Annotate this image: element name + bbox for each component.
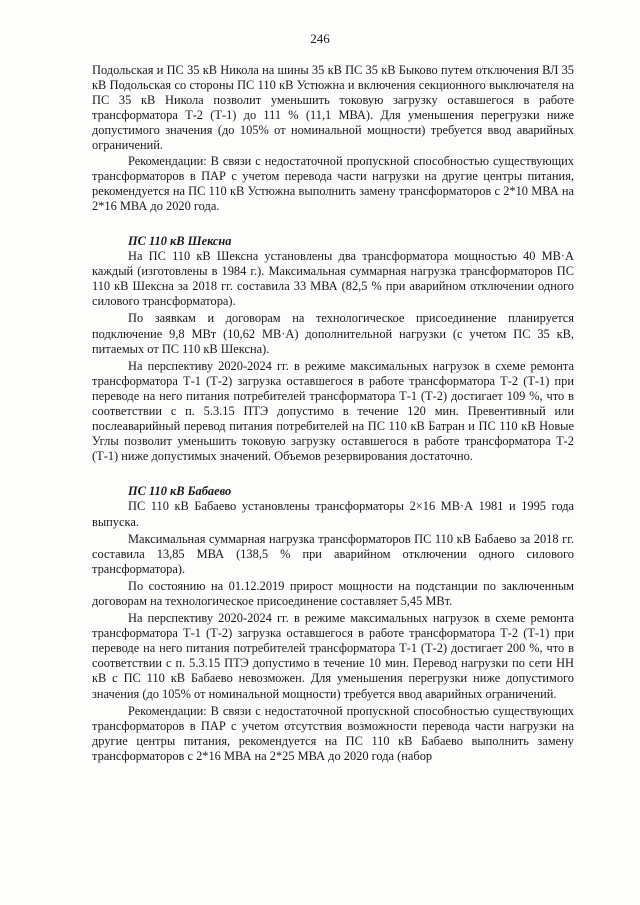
paragraph: На перспективу 2020-2024 гг. в режиме максимальных нагрузок в схеме ремонта трансформатора Т-1 (Т-2) загрузка оставшегося в работе трансформатора Т-2 (Т-1) при переводе на него питания потребителей трансформатора Т-1 (Т-2) достигает 200 %, что в соответствии с п. 5.3.15 ПТЭ допустимо в течение 10 мин. Перевод нагрузки по сети НН кВ с ПС 110 кВ Бабаево невозможен. Для уменьшения перегрузки ниже допустимого значения (до 105% от номинальной мощности) требуется ввод аварийных ограничений.: [92, 611, 574, 701]
page-number: 246: [310, 31, 330, 46]
paragraph: ПС 110 кВ Бабаево установлены трансформаторы 2×16 МВ·А 1981 и 1995 года выпуска.: [92, 499, 574, 529]
paragraph: На перспективу 2020-2024 гг. в режиме максимальных нагрузок в схеме ремонта трансформатора Т-1 (Т-2) загрузка оставшегося в работе трансформатора Т-2 (Т-1) при переводе на него питания потребителей трансформатора Т-1 (Т-2) достигает 109 %, что в соответствии с п. 5.3.15 ПТЭ допустимо в течение 120 мин. Превентивный или послеаварийный перевод питания потребителей на ПС 110 кВ Батран и ПС 110 кВ Новые Углы позволит уменьшить токовую загрузку оставшегося в работе трансформатора Т-2 (Т-1) ниже допустимых значений. Объемов резервирования достаточно.: [92, 358, 574, 464]
paragraph: По заявкам и договорам на технологическое присоединение планируется подключение 9,8 МВт (10,62 МВ·А) дополнительной нагрузки (с учетом ПС 35 кВ, питаемых от ПС 110 кВ Шексна).: [92, 311, 574, 356]
paragraph: На ПС 110 кВ Шексна установлены два трансформатора мощностью 40 МВ·А каждый (изготовлены в 1984 г.). Максимальная суммарная нагрузка трансформаторов ПС 110 кВ Шексна за 2018 гг. составила 33 МВА (82,5 % при аварийном отключении одного силового трансформатора).: [92, 249, 574, 309]
paragraph: Максимальная суммарная нагрузка трансформаторов ПС 110 кВ Бабаево за 2018 гг. составила 13,85 МВА (138,5 % при аварийном отключении одного силового трансформатора).: [92, 531, 574, 576]
section-heading: ПС 110 кВ Бабаево: [128, 484, 232, 499]
section-heading: ПС 110 кВ Шексна: [128, 233, 232, 248]
paragraph: Рекомендации: В связи с недостаточной пропускной способностью существующих трансформаторов в ПАР с учетом перевода части нагрузки на другие центры питания, рекомендуется на ПС 110 кВ Устюжна выполнить замену трансформаторов с 2*10 МВА на 2*16 МВА до 2020 года.: [92, 153, 574, 213]
document-body: [92, 63, 574, 764]
paragraph: Рекомендации: В связи с недостаточной пропускной способностью существующих трансформаторов в ПАР с учетом отсутствия возможности перевода части нагрузки на другие центры питания, рекомендуется на ПС 110 кВ Бабаево выполнить замену трансформаторов с 2*16 МВА на 2*25 МВА до 2020 года (набор: [92, 703, 574, 763]
paragraph: Подольская и ПС 35 кВ Никола на шины 35 кВ ПС 35 кВ Быково путем отключения ВЛ 35 кВ Подольская со стороны ПС 110 кВ Устюжна и включения секционного выключателя на ПС 35 кВ Никола позволит уменьшить токовую загрузку оставшегося в работе трансформатора Т-2 (Т-1) до 111 % (11,1 МВА). Для уменьшения перегрузки ниже допустимого значения (до 105% от номинальной мощности) требуется ввод аварийных ограничений.: [92, 63, 574, 153]
paragraph: По состоянию на 01.12.2019 прирост мощности на подстанции по заключенным договорам на технологическое присоединение составляет 5,45 МВт.: [92, 578, 574, 608]
